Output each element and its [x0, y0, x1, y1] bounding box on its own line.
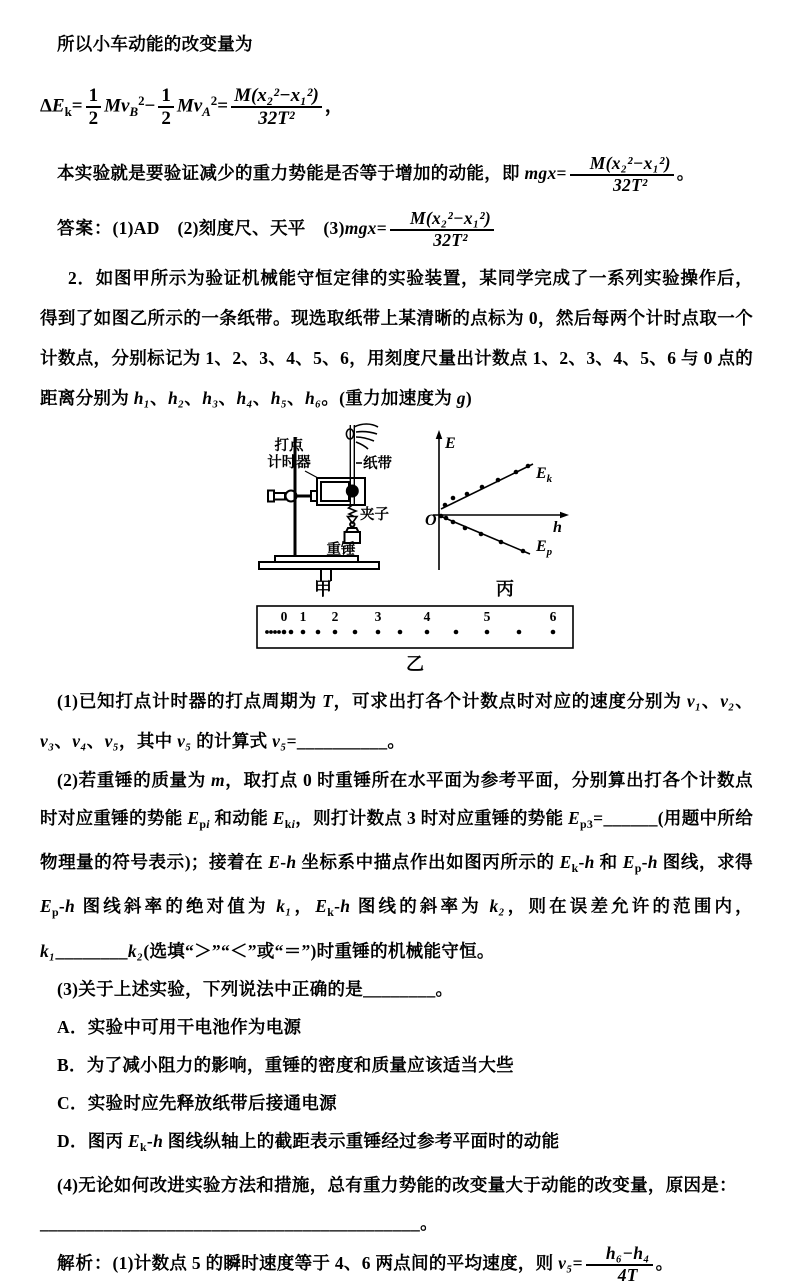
- part-4: (4)无论如何改进实验方法和措施，总有重力势能的改变量大于动能的改变量，原因是：: [57, 1174, 737, 1195]
- tape-caption: 乙: [406, 654, 424, 675]
- part-2: (2)若重锤的质量为 m，取打点 0 时重锤所在水平面为参考平面，分别算出打各个计数点时对应重锤的势能 $E_{pi}$ 和动能 $E_{ki}$，则打计数点 3 时对应重锤的势能 $E_{p3}=\_\_\_\_\_\_$(用题中所给物理量的符号表示)；接着在 E-h 坐标系中描点作出如图丙所示的 $E_k-h$ 和 $E_p-h$ 图线，求得 $E_p-h$ 图线斜率的绝对值为 k₁，$E_k-h$ 图线的斜率为 k₂，则在误差允许的范围内，k₁________k₂(选填“＞”“＜”或“＝”)时重锤的机械能守恒。: [40, 770, 754, 961]
- energy-graph-figure-bing: [420, 420, 590, 598]
- caption-bing: 丙: [496, 579, 514, 599]
- verify-line: 本实验就是要验证减少的重力势能是否等于增加的动能，即 mgx= $\frac{\text{M(x₂²−x₁²)}}{\text{32T²}}$ 。: [57, 153, 695, 195]
- option-c: C．实验时应先释放纸带后接通电源: [57, 1092, 337, 1113]
- option-a: A．实验中可用干电池作为电源: [57, 1016, 302, 1037]
- h-axis-arrow: [560, 512, 569, 519]
- part-1: (1)已知打点计时器的打点周期为 T，可求出打各个计数点时对应的速度分别为 v₁、v₂、v₃、v₄、v₅，其中 v₅ 的计算式 v₅=__________。: [40, 691, 753, 752]
- tape-figure-yi: [256, 605, 753, 651]
- analysis-line: 解析：(1)计数点 5 的瞬时速度等于 4、6 两点间的平均速度，则 v₅= $\frac{\text{h₆−h₄}}{4T}$ 。: [57, 1243, 674, 1285]
- part-3: (3)关于上述实验，下列说法中正确的是________。: [57, 978, 454, 999]
- clip-label: 夹子: [360, 507, 389, 524]
- e-axis-arrow: [436, 430, 443, 439]
- timer-label-line1: 打点: [274, 438, 304, 455]
- svg-text:1: 1: [299, 609, 307, 625]
- tape-dots: [265, 609, 557, 634]
- ep-curve-label: $E_p$: [536, 538, 553, 559]
- svg-text:4: 4: [423, 609, 431, 625]
- delta-ek-formula: $\Delta E_k=$ $\frac{1}{2}$ $Mv_B^2-$ $\frac{1}{2}$ $Mv_A^2=$ $\frac{\text{M(x₂²−x₁²)}}{\text{32T²}}$ ，: [40, 84, 344, 130]
- option-b: B．为了减小阻力的影响，重锤的密度和质量应该适当大些: [57, 1054, 514, 1075]
- answer-line: 答案：(1)AD (2)刻度尺、天平 (3)mgx= $\frac{\text{M(x₂²−x₁²)}}{\text{32T²}}$: [40, 208, 753, 251]
- h-axis-label: h: [553, 519, 562, 537]
- figure-row: [40, 420, 753, 602]
- weight-hook: [350, 522, 354, 526]
- apparatus-figure-jia: [253, 420, 423, 598]
- caption-jia: 甲: [314, 579, 332, 599]
- timer-label-leader: [305, 471, 318, 478]
- svg-text:5: 5: [483, 609, 491, 625]
- option-d: D．图丙 $E_k-h$ 图线纵轴上的截距表示重锤经过参考平面时的动能: [57, 1130, 560, 1154]
- ek-data-points: [443, 464, 531, 508]
- tape-svg: [256, 605, 574, 651]
- svg-text:3: 3: [374, 609, 382, 625]
- timer-dot: [347, 486, 358, 497]
- hand: [346, 424, 378, 449]
- question-2: 2．如图甲所示为验证机械能守恒定律的实验装置，某同学完成了一系列实验操作后，得到了如图乙所示的一条纸带。现选取纸带上某清晰的点标为 0，然后每两个计时点取一个计数点，分别标记为 1、2、3、4、5、6，用刻度尺量出计数点 1、2、3、4、5、6 与 0 点的距离分别为 h₁、h₂、h₃、h₄、h₅、h₆。(重力加速度为 g): [40, 268, 753, 409]
- ek-line: [441, 464, 533, 509]
- timer-label-line2: 计时器: [267, 455, 311, 472]
- origin-label: O: [425, 512, 437, 530]
- clamp-screw: [274, 493, 285, 500]
- weight-label: 重锤: [326, 542, 356, 559]
- clip: [348, 505, 358, 523]
- intro-line: 所以小车动能的改变量为: [57, 34, 253, 54]
- svg-text:2: 2: [331, 609, 339, 625]
- table-top: [259, 562, 379, 569]
- svg-text:0: 0: [280, 609, 288, 625]
- tape-label: 纸带: [363, 456, 392, 473]
- ek-curve-label: $E_k$: [536, 465, 553, 486]
- e-axis-label: E: [445, 435, 456, 453]
- svg-text:6: 6: [549, 609, 557, 625]
- part-4-blank: __________________________________________。: [40, 1212, 438, 1233]
